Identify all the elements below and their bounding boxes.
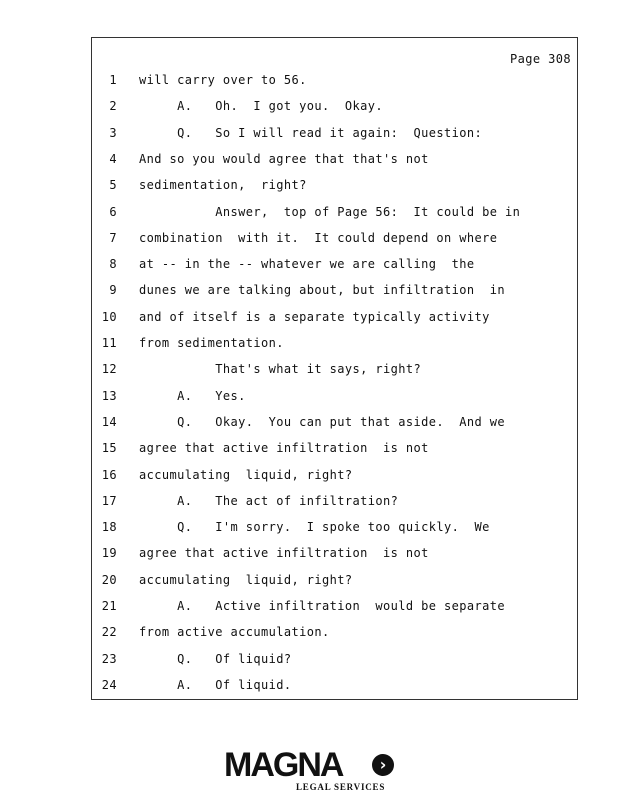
line-text: A. Oh. I got you. Okay. <box>139 99 383 114</box>
transcript-line <box>91 625 571 645</box>
transcript-line <box>91 310 571 330</box>
line-text: And so you would agree that that's not <box>139 151 429 166</box>
line-text: A. Active infiltration would be separate <box>139 599 505 613</box>
line-text: accumulating liquid, right? <box>139 467 353 482</box>
transcript-line <box>91 336 571 356</box>
line-text: accumulating liquid, right? <box>139 572 353 587</box>
transcript-line <box>91 152 571 172</box>
line-text: Q. I'm sorry. I spoke too quickly. We <box>139 520 490 535</box>
line-text: agree that active infiltration is not <box>139 546 429 561</box>
line-number: 23 <box>101 651 117 666</box>
line-text: and of itself is a separate typically activity <box>139 309 490 324</box>
transcript-line <box>91 678 571 698</box>
transcript-line <box>91 99 571 119</box>
transcript-line <box>91 441 571 461</box>
transcript-line <box>91 231 571 251</box>
line-text: Answer, top of Page 56: It could be in <box>139 204 521 219</box>
line-number: 10 <box>101 309 117 324</box>
line-number: 6 <box>109 204 117 219</box>
line-text: A. Yes. <box>139 388 246 403</box>
line-text: from sedimentation. <box>139 336 284 350</box>
line-number: 8 <box>109 257 117 272</box>
page-number: Page 308 <box>510 52 571 66</box>
line-number: 12 <box>101 362 117 377</box>
transcript-line <box>91 126 571 146</box>
transcript-line <box>91 652 571 672</box>
transcript-line <box>91 283 571 303</box>
line-text: Q. Of liquid? <box>139 651 292 666</box>
logo-subtitle: LEGAL SERVICES <box>296 782 386 792</box>
magna-logo <box>224 748 396 794</box>
transcript-line <box>91 573 571 593</box>
line-number: 4 <box>109 151 117 166</box>
line-number: 20 <box>101 572 117 587</box>
line-text: A. The act of infiltration? <box>139 493 399 508</box>
line-number: 16 <box>101 467 117 482</box>
transcript-line <box>91 362 571 382</box>
line-text: dunes we are talking about, but infiltration in <box>139 283 505 298</box>
transcript-line <box>91 415 571 435</box>
line-number: 1 <box>109 73 117 87</box>
transcript-line <box>91 599 571 619</box>
line-number: 17 <box>101 493 117 508</box>
transcript-line <box>91 520 571 540</box>
line-number: 15 <box>101 441 117 456</box>
transcript-line <box>91 73 571 93</box>
line-text: combination with it. It could depend on where <box>139 230 498 245</box>
line-text: A. Of liquid. <box>139 677 292 692</box>
transcript-line <box>91 389 571 409</box>
line-number: 18 <box>101 520 117 535</box>
line-number: 19 <box>101 546 117 561</box>
transcript-line <box>91 205 571 225</box>
arrow-right-icon: › <box>372 754 394 776</box>
line-text: agree that active infiltration is not <box>139 441 429 456</box>
line-number: 11 <box>101 336 117 350</box>
logo-wordmark: MAGNA <box>224 746 343 784</box>
transcript-line <box>91 546 571 566</box>
line-number: 21 <box>101 599 117 613</box>
line-number: 5 <box>109 178 117 193</box>
transcript-line <box>91 468 571 488</box>
line-number: 3 <box>109 125 117 140</box>
line-text: Q. Okay. You can put that aside. And we <box>139 414 505 429</box>
line-number: 22 <box>101 625 117 640</box>
line-number: 14 <box>101 414 117 429</box>
line-number: 24 <box>101 677 117 692</box>
line-number: 2 <box>109 99 117 114</box>
line-number: 9 <box>109 283 117 298</box>
line-text: Q. So I will read it again: Question: <box>139 125 483 140</box>
line-text: That's what it says, right? <box>139 362 422 377</box>
transcript-line <box>91 494 571 514</box>
transcript-line <box>91 178 571 198</box>
line-text: will carry over to 56. <box>139 73 307 87</box>
line-text: from active accumulation. <box>139 625 330 640</box>
line-number: 13 <box>101 388 117 403</box>
line-number: 7 <box>109 230 117 245</box>
transcript-line <box>91 257 571 277</box>
line-text: sedimentation, right? <box>139 178 307 193</box>
line-text: at -- in the -- whatever we are calling the <box>139 257 475 272</box>
